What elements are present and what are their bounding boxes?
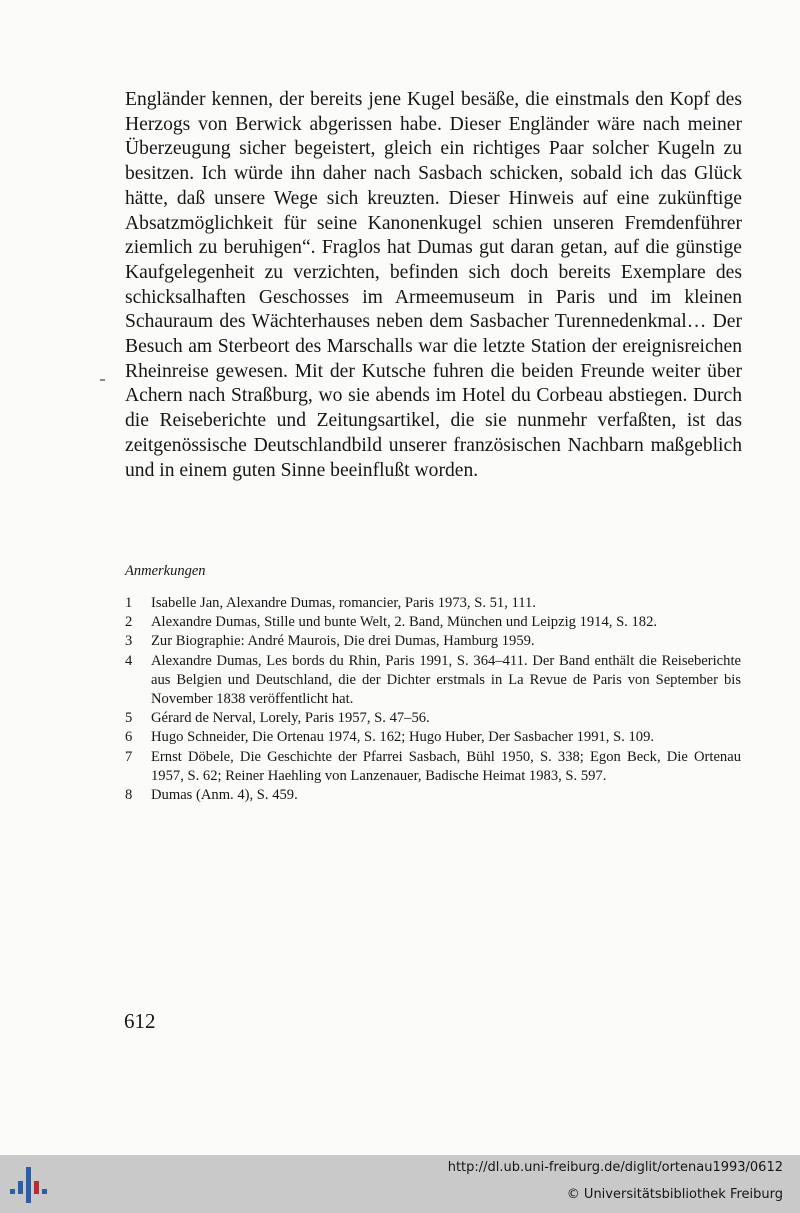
footnote-number: 1 — [125, 595, 133, 611]
logo-bar — [42, 1189, 47, 1194]
footnote-number: 5 — [125, 710, 133, 727]
logo-bar — [18, 1181, 23, 1194]
logo-bar — [10, 1189, 15, 1194]
footer-url-link[interactable]: http://dl.ub.uni-freiburg.de/diglit/ortenau1993/0612 — [447, 1160, 783, 1175]
page-number: 612 — [124, 1009, 156, 1033]
logo-bar — [26, 1167, 31, 1203]
notes-heading: Anmerkungen — [125, 563, 206, 579]
footnote-number: 7 — [125, 748, 133, 765]
footnote-number: 4 — [125, 652, 133, 669]
body-text — [125, 88, 742, 483]
footnote-item — [125, 709, 741, 728]
footnote-text: Dumas (Anm. 4), S. 459. — [151, 787, 298, 804]
footnote-text: Isabelle Jan, Alexandre Dumas, romancier, Paris 1973, S. 51, 111. — [151, 595, 536, 611]
footnote-item — [125, 594, 741, 613]
footnote-item — [125, 613, 741, 632]
footnote-text: Zur Biographie: André Maurois, Die drei Dumas, Hamburg 1959. — [151, 633, 535, 650]
footnote-item — [125, 632, 741, 651]
footnote-text: Gérard de Nerval, Lorely, Paris 1957, S. 47–56. — [151, 710, 430, 727]
footnote-item — [125, 786, 741, 805]
footnote-text: Hugo Schneider, Die Ortenau 1974, S. 162; Hugo Huber, Der Sasbacher 1991, S. 109. — [151, 729, 655, 746]
footnote-item — [125, 652, 741, 710]
bleed-mark — [100, 379, 105, 381]
footnote-number: 6 — [125, 729, 133, 746]
library-logo-icon — [8, 1163, 52, 1207]
footnote-item — [125, 748, 741, 786]
footnote-item — [125, 728, 741, 747]
footnote-text: Ernst Döbele, Die Geschichte der Pfarrei Sasbach, Bühl 1950, S. 338; Egon Beck, Die Ortenau 1957, S. 62; Reiner Haehling von Lanzenauer, Badische Heimat 1983, S. 597. — [151, 748, 741, 784]
footnote-number: 3 — [125, 633, 133, 650]
footnote-text: Alexandre Dumas, Les bords du Rhin, Paris 1991, S. 364–411. Der Band enthält die Reiseberichte aus Belgien und Deutschland, die der Dichter erstmals in La Revue de Paris von September bis November 1838 veröffentlicht hat. — [151, 652, 741, 708]
footer-bar — [0, 1155, 800, 1213]
footnote-text: Alexandre Dumas, Stille und bunte Welt, 2. Band, München und Leipzig 1914, S. 182. — [151, 614, 658, 631]
logo-bar — [34, 1181, 39, 1194]
footnote-number: 8 — [125, 787, 133, 804]
footer-credit: © Universitätsbibliothek Freiburg — [566, 1187, 783, 1202]
body-paragraph: Engländer kennen, der bereits jene Kugel besäße, die einstmals den Kopf des Herzogs von Berwick abgerissen habe. Dieser Engländer wäre nach meiner Überzeugung sicher begeistert, gleich ein richtiges Paar solcher Kugeln zu besitzen. Ich würde ihn daher nach Sasbach schicken, sobald ich das Glück hätte, daß unsere Wege sich kreuzten. Dieser Hinweis auf eine zukünftige Absatzmöglichkeit für seine Kanonenkugel schien unseren Fremdenführer ziemlich zu beruhigen“. Fraglos hat Dumas gut daran getan, auf die günstige Kaufgelegenheit zu verzichten, befinden sich doch bereits Exemplare des schicksalhaften Geschosses im Armeemuseum in Paris und im kleinen Schauraum des Wächterhauses neben dem Sasbacher Turennedenkmal… Der Besuch am Sterbeort des Marschalls war die letzte Station der ereignisreichen Rheinreise gewesen. Mit der Kutsche fuhren die beiden Freunde weiter über Achern nach Straßburg, wo sie abends im Hotel du Corbeau abstiegen. Durch die Reiseberichte und Zeitungsartikel, die sie nunmehr verfaßten, ist das zeitgenössische Deutschlandbild unserer französischen Nachbarn maßgeblich und in einem guten Sinne beeinflußt worden. — [125, 89, 742, 481]
footnote-list — [125, 594, 741, 805]
footnote-number: 2 — [125, 614, 133, 631]
